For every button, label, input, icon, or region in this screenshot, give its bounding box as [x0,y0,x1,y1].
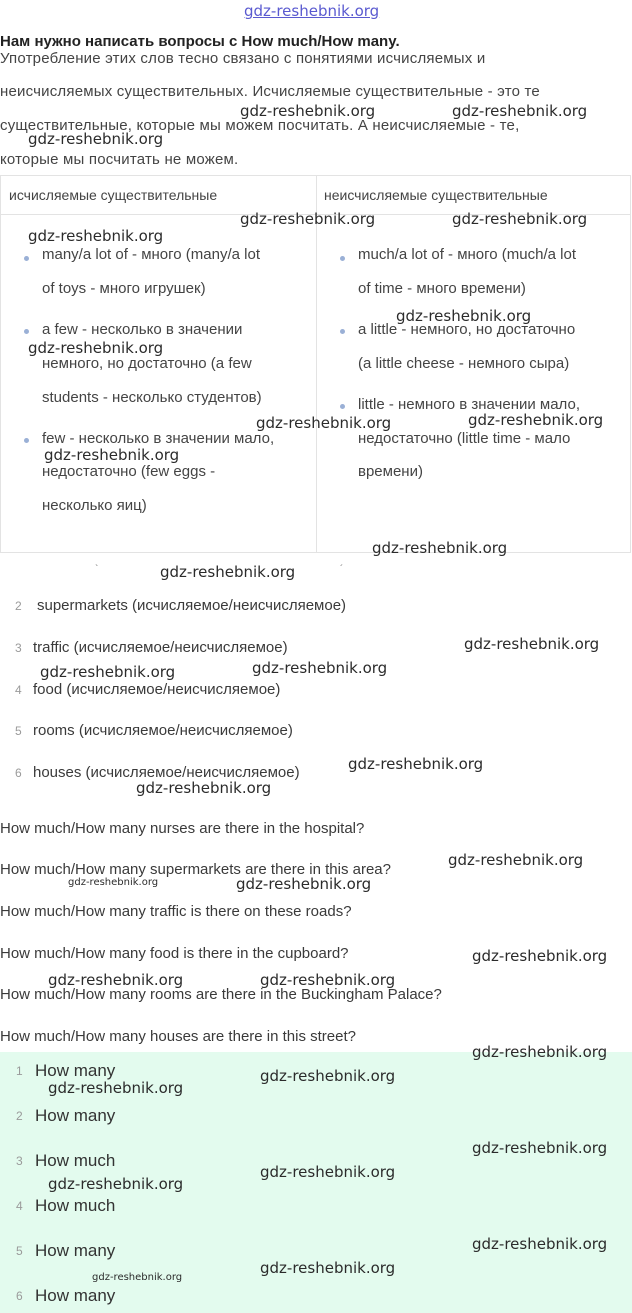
answer-text: How many [35,1241,116,1260]
watermark: gdz-reshebnik.org [260,1067,396,1085]
item-text: rooms (исчисляемое/неисчисляемое) [33,722,293,739]
bullet-icon [340,404,345,409]
watermark: gdz-reshebnik.org [240,102,376,120]
answer-text: How many [35,1286,116,1305]
intro-line: существительные, которые мы можем посчитать. А неисчисляемые - те, [0,117,520,134]
countable-rule-line: students - несколько студентов) [42,389,262,406]
watermark: gdz-reshebnik.org [28,130,164,148]
intro-line: неисчисляемых существительных. Исчисляемые существительные - это те [0,83,540,100]
item-number: 6 [15,766,22,780]
countable-rule-line: a few - несколько в значении [42,321,243,338]
watermark: gdz-reshebnik.org [372,539,508,557]
watermark: gdz-reshebnik.org [468,411,604,429]
item-number: 5 [15,724,22,738]
intro-line: которые мы посчитать не можем. [0,151,239,168]
watermark: gdz-reshebnik.org [452,210,588,228]
watermark: gdz-reshebnik.org [252,659,388,677]
watermark: gdz-reshebnik.org [48,1175,184,1193]
watermark: gdz-reshebnik.org [448,851,584,869]
item-number: 2 [15,599,22,613]
watermark: gdz-reshebnik.org [472,1043,608,1061]
question-line: How much/How many supermarkets are there in this area? [0,861,391,878]
page-title: Нам нужно написать вопросы с How much/How many. [0,33,400,50]
answer-number: 2 [16,1109,23,1123]
question-line: How much/How many traffic is there on these roads? [0,903,352,920]
bullet-icon [340,329,345,334]
item-number: 4 [15,683,22,697]
countable-rule-line: недостаточно (few eggs - [42,463,216,480]
bullet-icon [24,256,29,261]
uncountable-rule-line: (a little cheese - немного сыра) [358,355,570,372]
countable-rule-line: немного, но достаточно (a few [42,355,252,372]
header-uncountable: неисчисляемые существительные [324,187,548,203]
watermark: gdz-reshebnik.org [348,755,484,773]
watermark: gdz-reshebnik.org [472,947,608,965]
uncountable-rule-line: much/a lot of - много (much/a lot [358,246,576,263]
answer-number: 1 [16,1064,23,1078]
watermark: gdz-reshebnik.org [260,1259,396,1277]
question-line: How much/How many rooms are there in the Buckingham Palace? [0,986,442,1003]
uncountable-rule-line: of time - много времени) [358,280,526,297]
watermark: gdz-reshebnik.org [256,414,392,432]
question-line: How much/How many houses are there in this street? [0,1028,356,1045]
watermark: gdz-reshebnik.org [48,971,184,989]
watermark-top-link[interactable]: gdz-reshebnik.org [244,2,380,20]
answer-number: 6 [16,1289,23,1303]
bullet-icon [340,256,345,261]
watermark: gdz-reshebnik.org [28,339,164,357]
stray-mark: ´ [340,564,344,575]
watermark: gdz-reshebnik.org [28,227,164,245]
item-text: food (исчисляемое/неисчисляемое) [33,681,281,698]
item-text: houses (исчисляемое/неисчисляемое) [33,764,300,781]
uncountable-rule-line: времени) [358,463,423,480]
watermark: gdz-reshebnik.org [452,102,588,120]
countable-rule-line: few - несколько в значении мало, [42,430,275,447]
watermark: gdz-reshebnik.org [464,635,600,653]
answer-text: How many [35,1106,116,1125]
bullet-icon [24,329,29,334]
item-text: traffic (исчисляемое/неисчисляемое) [33,639,288,656]
watermark: gdz-reshebnik.org [68,877,159,888]
answer-text: How much [35,1196,116,1215]
watermark: gdz-reshebnik.org [260,1163,396,1181]
watermark: gdz-reshebnik.org [160,563,296,581]
answer-number: 5 [16,1244,23,1258]
countable-rule-line: many/a lot of - много (many/a lot [42,246,260,263]
watermark: gdz-reshebnik.org [472,1235,608,1253]
watermark: gdz-reshebnik.org [48,1079,184,1097]
question-line: How much/How many food is there in the cupboard? [0,945,349,962]
stray-mark: ` [95,564,99,575]
watermark: gdz-reshebnik.org [136,779,272,797]
intro-line: Употребление этих слов тесно связано с понятиями исчисляемых и [0,50,486,67]
table-divider [316,176,317,552]
watermark: gdz-reshebnik.org [92,1272,183,1283]
uncountable-rule-line: a little - немного, но достаточно [358,321,576,338]
header-countable: исчисляемые существительные [9,187,218,203]
watermark: gdz-reshebnik.org [44,446,180,464]
watermark: gdz-reshebnik.org [472,1139,608,1157]
item-number: 3 [15,641,22,655]
watermark: gdz-reshebnik.org [260,971,396,989]
watermark: gdz-reshebnik.org [240,210,376,228]
question-line: How much/How many nurses are there in the hospital? [0,820,365,837]
answer-number: 3 [16,1154,23,1168]
bullet-icon [24,438,29,443]
answer-text: How much [35,1151,116,1170]
watermark: gdz-reshebnik.org [40,663,176,681]
item-text: supermarkets (исчисляемое/неисчисляемое) [37,597,347,614]
uncountable-rule-line: недостаточно (little time - мало [358,430,571,447]
answer-number: 4 [16,1199,23,1213]
uncountable-rule-line: little - немного в значении мало, [358,396,580,413]
countable-rule-line: несколько яиц) [42,497,147,514]
watermark: gdz-reshebnik.org [396,307,532,325]
countable-rule-line: of toys - много игрушек) [42,280,206,297]
answer-text: How many [35,1061,116,1080]
watermark: gdz-reshebnik.org [236,875,372,893]
